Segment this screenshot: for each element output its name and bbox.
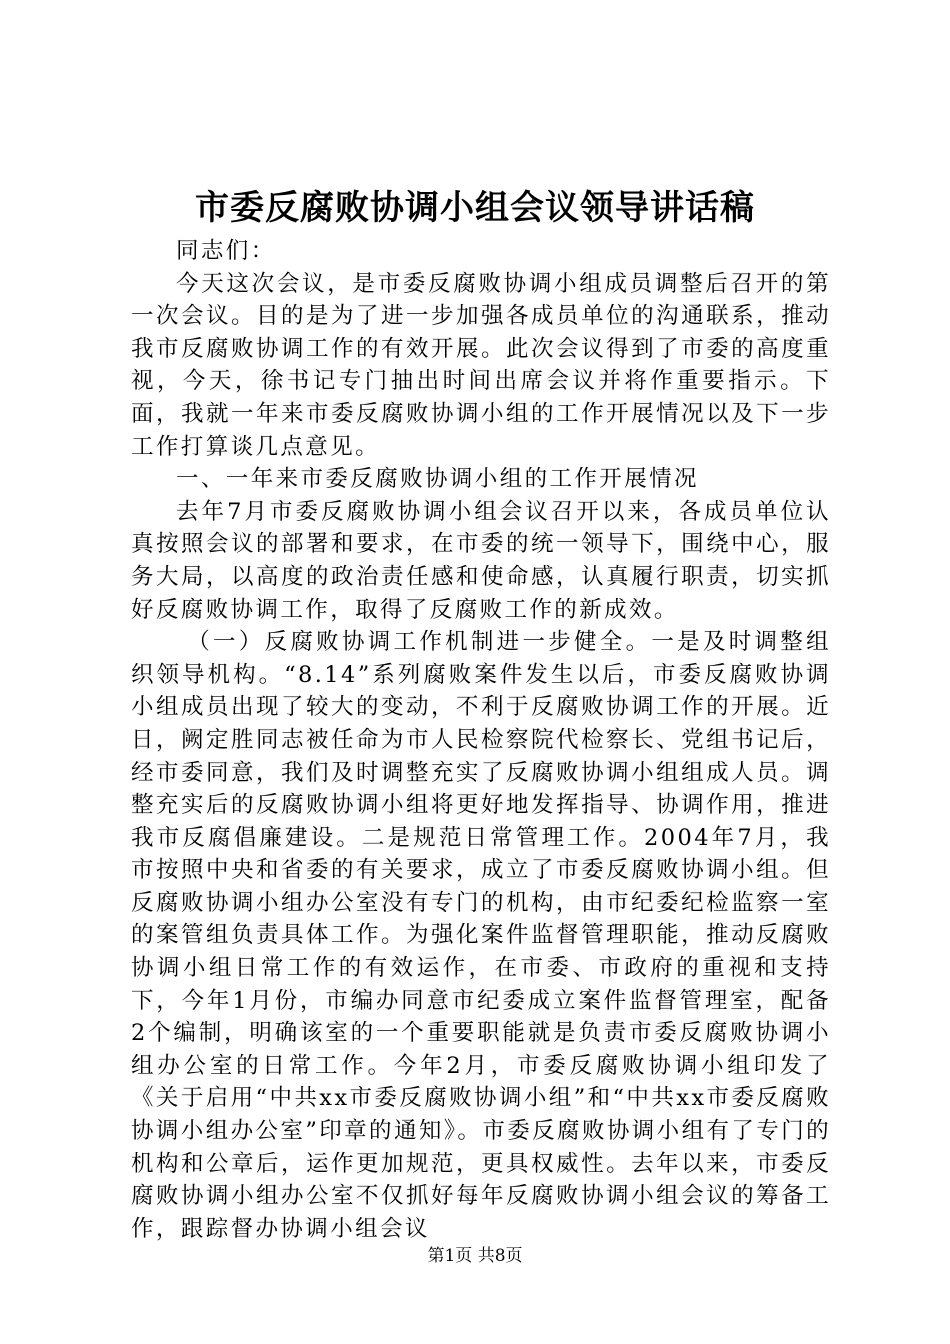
document-body [131, 235, 831, 1245]
section-heading: 一、一年来市委反腐败协调小组的工作开展情况 [176, 466, 699, 493]
page-footer: 第1页 共8页 [427, 1246, 523, 1266]
intro-paragraph: 今天这次会议，是市委反腐败协调小组成员调整后召开的第一次会议。目的是为了进一步加强各成员单位的沟通联系，推动我市反腐败协调工作的有效开展。此次会议得到了市委的高度重视，今天，徐书记专门抽出时间出席会议并将作重要指示。下面，我就一年来市委反腐败协调小组的工作开展情况以及下一步工作打算谈几点意见。 [131, 270, 831, 460]
body-paragraph: 去年7月市委反腐败协调小组会议召开以来，各成员单位认真按照会议的部署和要求，在市委的统一领导下，围绕中心，服务大局，以高度的政治责任感和使命感，认真履行职责，切实抓好反腐败协调工作，取得了反腐败工作的新成效。 [131, 498, 831, 623]
document-title: 市委反腐败协调小组会议领导讲话稿 [195, 188, 755, 228]
body-paragraph: （一）反腐败协调工作机制进一步健全。一是及时调整组织领导机构。“8.14”系列腐败案件发生以后，市委反腐败协调小组成员出现了较大的变动，不利于反腐败协调工作的开展。近日，阙定胜同志被任命为市人民检察院代检察长、党组书记后，经市委同意，我们及时调整充实了反腐败协调小组组成人员。调整充实后的反腐败协调小组将更好地发挥指导、协调作用，推进我市反腐倡廉建设。二是规范日常管理工作。2004年7月，我市按照中央和省委的有关要求，成立了市委反腐败协调小组。但反腐败协调小组办公室没有专门的机构，由市纪委纪检监察一室的案管组负责具体工作。为强化案件监督管理职能，推动反腐败协调小组日常工作的有效运作，在市委、市政府的重视和支持下，今年1月份，市编办同意市纪委成立案件监督管理室，配备2个编制，明确该室的一个重要职能就是负责市委反腐败协调小组办公室的日常工作。今年2月，市委反腐败协调小组印发了《关于启用“中共xx市委反腐败协调小组”和“中共xx市委反腐败协调小组办公室”印章的通知》。市委反腐败协调小组有了专门的机构和公章后，运作更加规范，更具权威性。去年以来，市委反腐败协调小组办公室不仅抓好每年反腐败协调小组会议的筹备工作，跟踪督办协调小组会议 [131, 629, 831, 1242]
salutation-paragraph: 同志们： [176, 238, 276, 264]
